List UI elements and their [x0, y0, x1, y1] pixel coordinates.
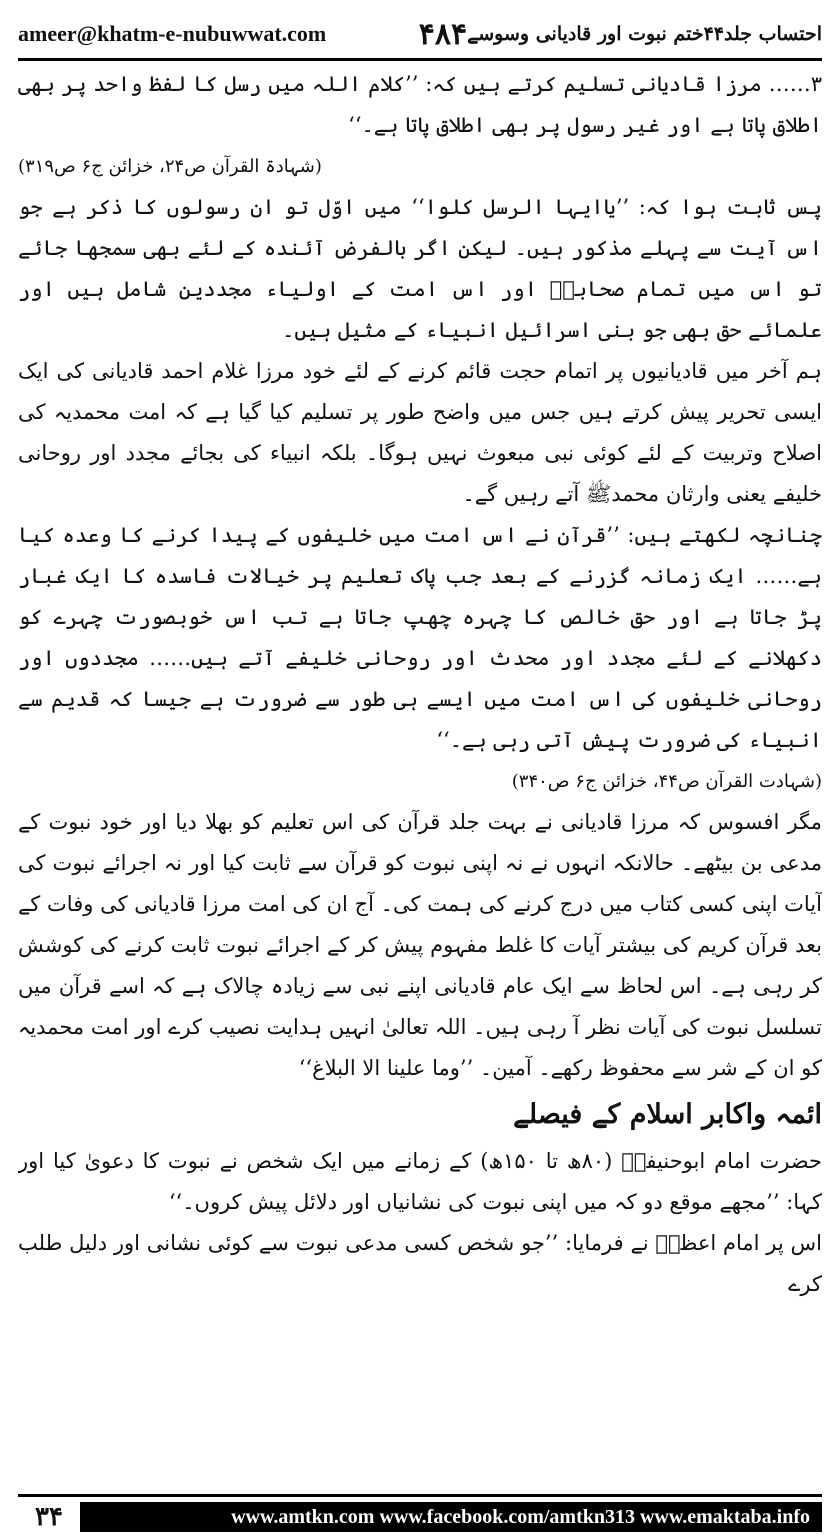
page-body	[18, 64, 822, 1482]
paragraph-5: مگر افسوس کہ مرزا قادیانی نے بہت جلد قرآن کی اس تعلیم کو بھلا دیا اور خود نبوت کے مدعی بن بیٹھے۔ حالانکہ انہوں نے نہ اپنی نبوت کو قرآن سے ثابت کیا اور نہ اجرائے نبوت کی آیات اپنی کسی کتاب میں درج کرنے کی ہمت کی۔ آج ان کی امت مرزا قادیانی کی وفات کے بعد قرآن کریم کی بیشتر آیات کا غلط مفہوم پیش کر کے اجرائے نبوت ثابت کرنے کی کوشش کر رہی ہے۔ اس لحاظ سے ایک عام قادیانی اپنے نبی سے زیادہ چالاک ہے کہ اسے قرآن میں تسلسل نبوت کی آیات نظر آ رہی ہیں۔ اللہ تعالیٰ انہیں ہدایت نصیب کرے اور امت محمدیہ کو ان کے شر سے محفوظ رکھے۔ آمین۔ ’’وما علینا الا البلاغ‘‘	[18, 810, 822, 1080]
paragraph-6: حضرت امام ابوحنیفہؒ (۸۰ھ تا ۱۵۰ھ) کے زمانے میں ایک شخص نے نبوت کا دعویٰ کیا اور کہا: ’’مجھے موقع دو کہ میں اپنی نبوت کی نشانیاں اور دلائل پیش کروں۔‘‘	[18, 1149, 822, 1214]
header-right	[409, 17, 822, 52]
paragraph-1: ۳…… مرزا قادیانی تسلیم کرتے ہیں کہ: ’’کلام اللہ میں رسل کا لفظ واحد پر بھی اطلاق پاتا ہے اور غیر رسول پر بھی اطلاق پاتا ہے۔‘‘	[18, 72, 822, 137]
header-page-number: ۴۸۴	[418, 16, 468, 52]
header-title: احتساب جلد۴۴ختم نبوت اور قادیانی وسوسے	[467, 23, 822, 45]
paragraph-3: ہم آخر میں قادیانیوں پر اتمام حجت قائم کرنے کے لئے خود مرزا غلام احمد قادیانی کی ایک ایسی تحریر پیش کرتے ہیں جس میں واضح طور پر تسلیم کیا گیا ہے کہ امت محمدیہ کی اصلاح وتربیت کے لئے کوئی نبی مبعوث نہیں ہوگا۔ بلکہ انبیاء کی بجائے مجدد اور روحانی خلیفے یعنی وارثان محمدﷺ آتے رہیں گے۔	[18, 359, 822, 506]
paragraph-2: پس ثابت ہوا کہ: ’’یاایہا الرسل کلوا‘‘ میں اوّل تو ان رسولوں کا ذکر ہے جو اس آیت سے پہلے مذکور ہیں۔ لیکن اگر بالفرض آئندہ کے لئے بھی سمجھا جائے تو اس میں تمام صحابہؓ اور اس امت کے اولیاء مجددین شامل ہیں اور علمائے حق بھی جو بنی اسرائیل انبیاء کے مثیل ہیں۔	[18, 195, 822, 342]
reference-2: (شہادت القرآن ص۴۴، خزائن ج۶ ص۳۴۰)	[511, 771, 822, 792]
paragraph-4: چنانچہ لکھتے ہیں: ’’قرآن نے اس امت میں خلیفوں کے پیدا کرنے کا وعدہ کیا ہے…… ایک زمانہ گزرنے کے بعد جب پاک تعلیم پر خیالات فاسدہ کا ایک غبار پڑ جاتا ہے اور حق خالص کا چہرہ چھپ جاتا ہے تب اس خوبصورت چہرے کو دکھلانے کے لئے مجدد اور محدث اور روحانی خلیفے آتے ہیں…… مجددوں اور روحانی خلیفوں کی اس امت میں ایسے ہی طور سے ضرورت ہے جیسا کہ قدیم سے انبیاء کی ضرورت پیش آتی رہی ہے۔‘‘	[18, 523, 822, 752]
footer-links: www.amtkn.com www.facebook.com/amtkn313 www.emaktaba.info	[80, 1502, 822, 1532]
header-rule	[18, 58, 822, 61]
page-footer	[18, 1494, 822, 1537]
page-header	[18, 14, 822, 54]
footer-page-number: ۳۴	[35, 1502, 63, 1531]
header-email: ameer@khatm-e-nubuwwat.com	[18, 21, 327, 46]
section-heading: ائمہ واکابر اسلام کے فیصلے	[513, 1099, 822, 1130]
paragraph-7: اس پر امام اعظمؒ نے فرمایا: ’’جو شخص کسی مدعی نبوت سے کوئی نشانی اور دلیل طلب کرے	[18, 1231, 822, 1296]
reference-1: (شہادۃ القرآن ص۲۴، خزائن ج۶ ص۳۱۹)	[18, 156, 322, 177]
